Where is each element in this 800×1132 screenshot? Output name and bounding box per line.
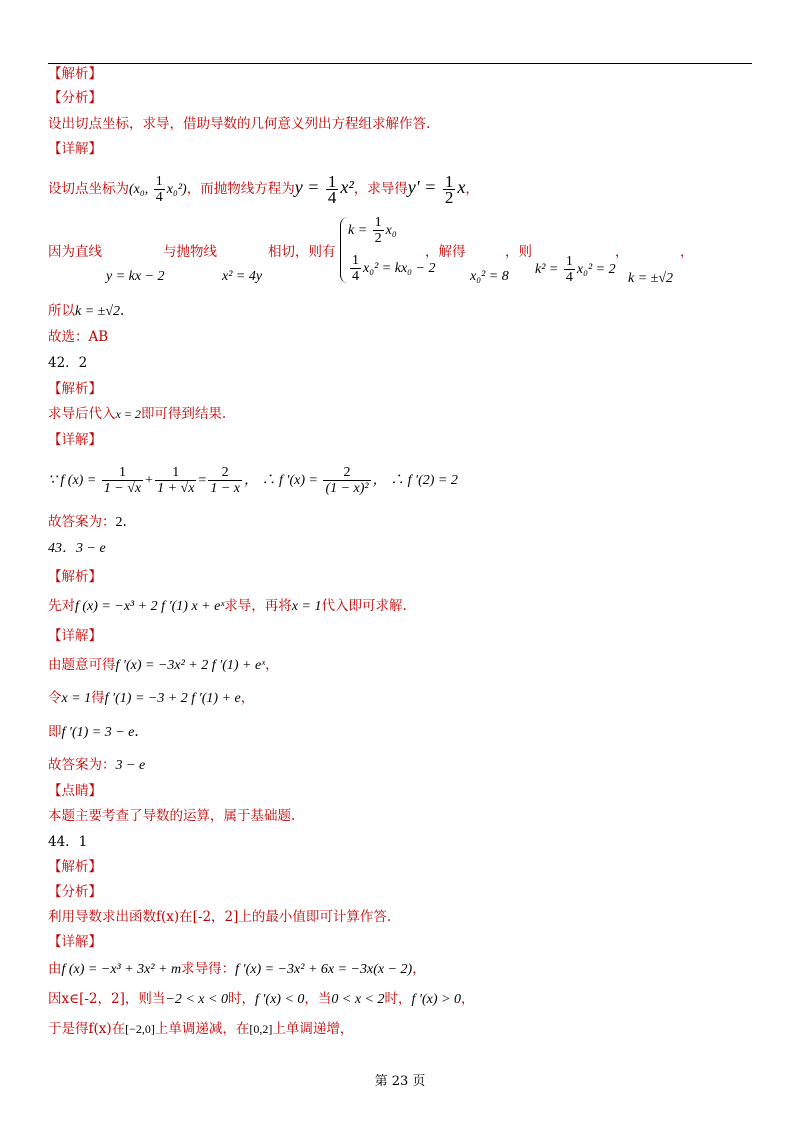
system-row-2: $\frac{1}{4}$ x₀² = kx₀ − 2 bbox=[352, 253, 436, 284]
tangency-text-5: ，则 bbox=[505, 244, 532, 260]
answer-choice: 故选：AB bbox=[48, 329, 109, 345]
parabola-equation: x² = 4y bbox=[222, 269, 263, 284]
analysis-44: 利用导数求出函数f(x)在[-2，2]上的最小值即可计算作答. bbox=[48, 909, 392, 925]
section-label-analysis: 【解析】 bbox=[48, 66, 102, 82]
derivative-42: ∵ f (x) = $\frac{1}{1 - √x}$ + $\frac{1}{1 + √x}$ = $\frac{2}{1 - x}$ ， ∴ f ′(x) = $\frac{2}{\text{(1 − x)²}}$ ， ∴ f ′(2) = 2 bbox=[48, 465, 458, 496]
section-label-detail-44: 【详解】 bbox=[48, 934, 102, 950]
section-label-detail-43: 【详解】 bbox=[48, 628, 102, 644]
page-footer: 第 23 页 bbox=[374, 1074, 426, 1089]
tangency-text-6: ， bbox=[615, 244, 629, 260]
section-label-analysis-43: 【解析】 bbox=[48, 569, 102, 585]
derivative-44: 由f (x) = −x³ + 3x² + m求导得：f ′(x) = −3x² + 6x = −3x(x − 2)， bbox=[48, 961, 426, 977]
section-label-detail: 【详解】 bbox=[48, 141, 102, 157]
tangency-text-7: ， bbox=[680, 244, 694, 260]
analysis-text: 设出切点坐标，求导，借助导数的几何意义列出方程组求解作答. bbox=[48, 116, 431, 132]
k-value: k = ±√2 bbox=[628, 271, 674, 286]
section-label-analysis-42: 【解析】 bbox=[48, 381, 102, 397]
final-answer-43: 故答案为：3 − e bbox=[48, 757, 146, 773]
note-43: 本题主要考查了导数的运算，属于基础题. bbox=[48, 808, 296, 824]
solution-x0: x₀² = 8 bbox=[470, 269, 509, 284]
tangency-text-3: 相切，则有 bbox=[268, 244, 336, 260]
tangent-point-line: 设切点坐标为(x₀, $\frac{1}{4}$ x₀²)，而抛物线方程为y = $\frac{1}{4}$ x²，求导得y′ = $\frac{1}{2}$ x， bbox=[48, 172, 479, 207]
monotonic-cases-44: 因x∈[-2，2]，则当−2 < x < 0时，f ′(x) < 0，当0 < x < 2时，f ′(x) > 0， bbox=[48, 991, 475, 1007]
section-label-analysis-44: 【解析】 bbox=[48, 859, 102, 875]
substitute-43: 令x = 1得f ′(1) = −3 + 2 f ′(1) + e， bbox=[48, 690, 255, 706]
header-rule bbox=[48, 63, 752, 64]
analysis-43: 先对f (x) = −x³ + 2 f ′(1) x + eˣ求导，再将x = 1代入即可求解. bbox=[48, 598, 407, 614]
tangency-text-1: 因为直线 bbox=[48, 244, 102, 260]
question-44-answer: 44．1 bbox=[48, 834, 88, 850]
system-row-1: k = $\frac{1}{2}$ x₀ bbox=[348, 215, 397, 246]
analysis-42: 求导后代入x = 2即可得到结果. bbox=[48, 406, 227, 422]
monotonic-intervals-44: 于是得f(x)在[−2,0]上单调递减，在[0,2]上单调递增， bbox=[48, 1021, 354, 1037]
section-label-detail-42: 【详解】 bbox=[48, 432, 102, 448]
derivative-43: 由题意可得f ′(x) = −3x² + 2 f ′(1) + eˣ， bbox=[48, 657, 279, 673]
section-label-breakdown-44: 【分析】 bbox=[48, 884, 102, 900]
tangency-text-2: 与抛物线 bbox=[163, 244, 217, 260]
question-43-answer: 43．3 − e bbox=[48, 541, 106, 556]
section-label-note-43: 【点睛】 bbox=[48, 783, 102, 799]
line-equation: y = kx − 2 bbox=[106, 269, 165, 284]
result-43: 即f ′(1) = 3 − e. bbox=[48, 724, 139, 740]
k-squared: k² = $\frac{1}{4}$ x₀² = 2 bbox=[535, 254, 616, 285]
tangency-text-4: ，解得 bbox=[425, 244, 466, 260]
conclusion-line: 所以k = ±√2. bbox=[48, 303, 125, 319]
final-answer-42: 故答案为：2. bbox=[48, 514, 127, 530]
question-42-answer: 42．2 bbox=[48, 355, 88, 371]
section-label-breakdown: 【分析】 bbox=[48, 90, 102, 106]
